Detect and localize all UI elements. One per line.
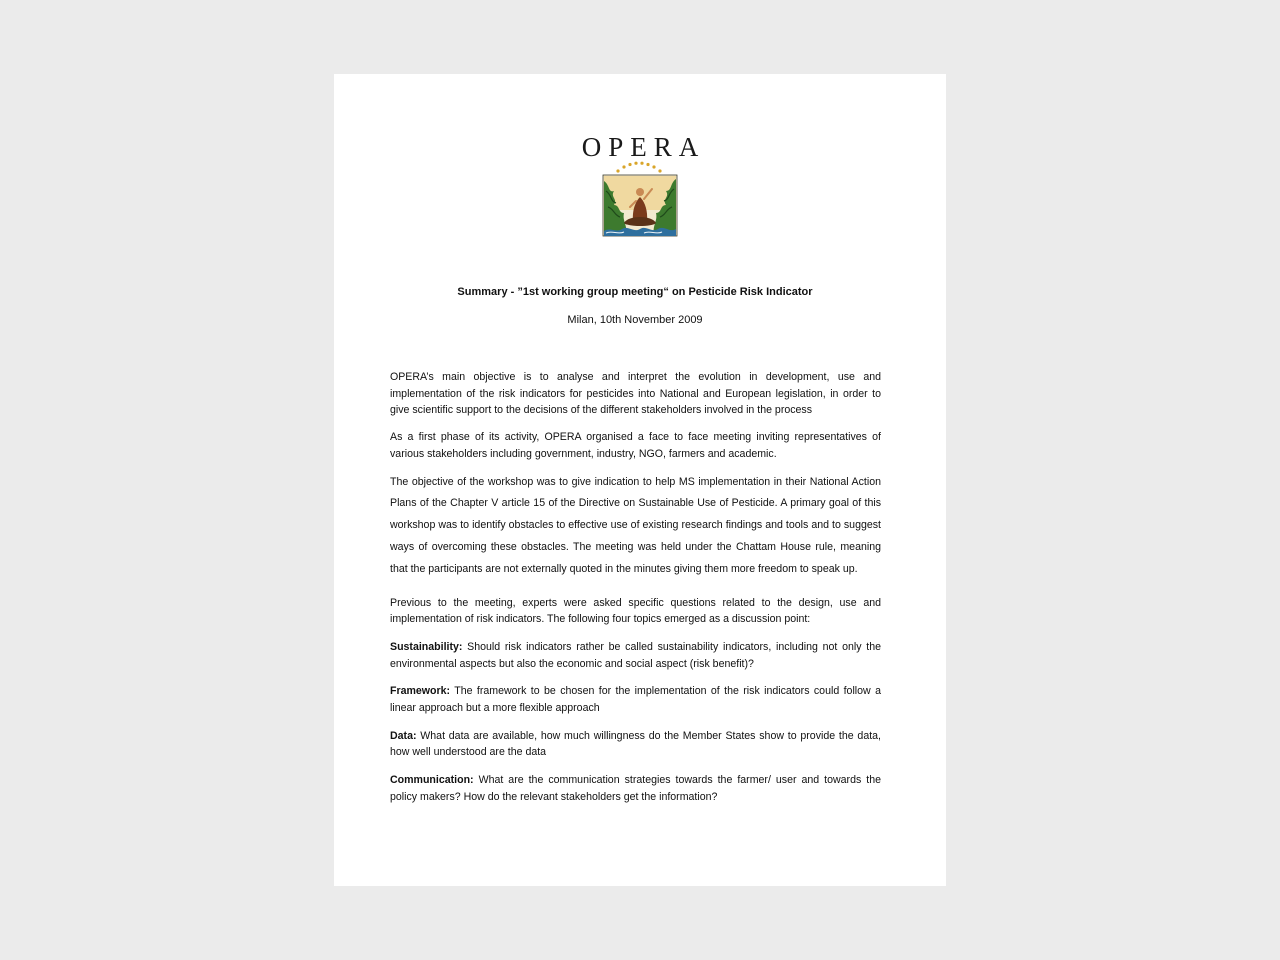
topic-data <box>390 728 881 761</box>
topic-label: Sustainability: <box>390 640 463 653</box>
topic-sustainability <box>390 639 881 672</box>
topic-label: Data: <box>390 729 417 742</box>
paragraph-objective: OPERA’s main objective is to analyse and interpret the evolution in development, use and implementation of the risk indicators for pesticides into National and European legislation, in order to give scientific support to the decisions of the different stakeholders involved in the process <box>390 371 881 417</box>
topic-framework <box>390 683 881 716</box>
topic-communication <box>390 772 881 805</box>
opera-logo <box>334 132 946 237</box>
paragraph-previous-meeting: Previous to the meeting, experts were asked specific questions related to the design, use and implementation of risk indicators. The following four topics emerged as a discussion point: <box>390 596 881 626</box>
topic-text: Should risk indicators rather be called sustainability indicators, including not only the environmental aspects but also the economic and social aspect (risk benefit)? <box>390 640 881 670</box>
document-date: Milan, 10th November 2009 <box>567 314 703 326</box>
paragraph-first-phase: As a first phase of its activity, OPERA organised a face to face meeting inviting representatives of various stakeholders including government, industry, NGO, farmers and academic. <box>390 431 881 460</box>
document-body <box>390 369 881 817</box>
topic-label: Framework: <box>390 685 451 698</box>
topic-text: What are the communication strategies towards the farmer/ user and towards the policy makers? How do the relevant stakeholders get the information? <box>390 774 881 803</box>
topic-label: Communication: <box>390 774 474 787</box>
document-title: Summary - ”1st working group meeting“ on Pesticide Risk Indicator <box>457 286 813 298</box>
opera-emblem-icon <box>600 161 680 237</box>
logo-text: OPERA <box>581 132 706 162</box>
document-page <box>334 74 946 886</box>
topic-text: The framework to be chosen for the implementation of the risk indicators could follow a linear approach but a more flexible approach <box>390 685 881 715</box>
topic-text: What data are available, how much willingness do the Member States show to provide the data, how well understood are the data <box>390 729 881 759</box>
paragraph-workshop-objective: The objective of the workshop was to give indication to help MS implementation in their National Action Plans of the Chapter V article 15 of the Directive on Sustainable Use of Pesticide. A primary goal of this workshop was to identify obstacles to effective use of existing research findings and tools and to suggest ways of overcoming these obstacles. The meeting was held under the Chattam House rule, meaning that the participants are not externally quoted in the minutes giving them more freedom to speak up. <box>390 475 881 575</box>
